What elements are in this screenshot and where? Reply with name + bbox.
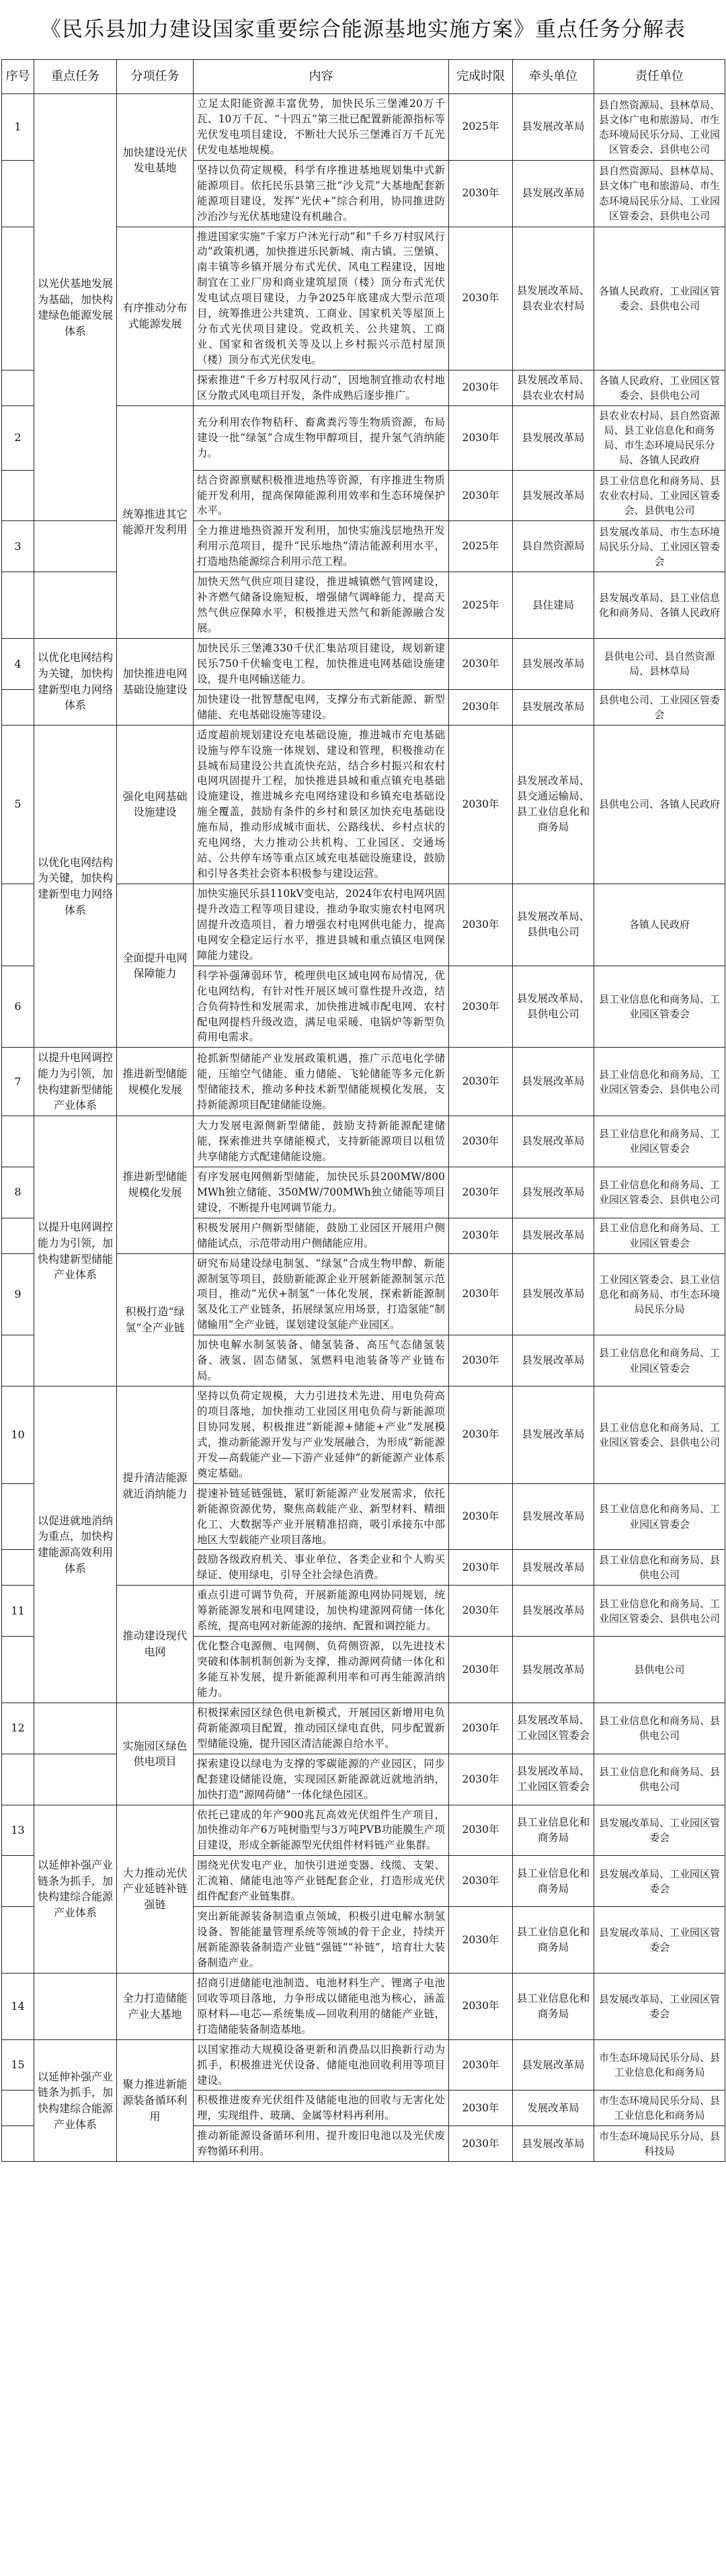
responsible-unit-cell: 县工业信息化和商务局、工业园区管委会、县供电公司 [594,1387,725,1484]
header-lead-unit: 牵头单位 [513,60,594,94]
deadline-cell: 2025年 [449,572,513,639]
content-cell: 重点引进可调节负荷，开展新能源电网协同规划，统筹新能源发展和电网建设，加快构建源网荷储一体化系统，提高电网对新能源的接纳、配置和调控能力。 [194,1586,449,1637]
row-number: 9 [2,1253,34,1335]
responsible-unit-cell: 市生态环境局民乐分局、县工业信息化和商务局 [594,2091,725,2126]
content-cell: 积极推进废弃光伏组件及储能电池的回收与无害化处理，实现组件、玻璃、金属等材料再利用。 [194,2091,449,2126]
content-cell: 探索建设以绿电为支撑的零碳能源的产业园区，同步配套建设储能设施，实现园区新能源就近就地消纳，加快打造“源网荷储”一体化绿色园区。 [194,1754,449,1805]
content-cell: 研究布局建设绿电制氢、“绿氢”合成生物甲醇、新能源制氢等项目，鼓励新能源企业开展新能源制氢示范项目，推动“光伏+制氢”一体化发展，探索新能源制氢及化工产业链条，拓展绿氢应用场景，打造氢能“制储输用”全产业链，谋划建设氢能产业园区。 [194,1253,449,1335]
row-number: 11 [2,1586,34,1637]
lead-unit-cell: 县工业信息化和商务局 [513,1805,594,1856]
header-no: 序号 [2,60,34,94]
header-deadline: 完成时限 [449,60,513,94]
lead-unit-cell: 县发展改革局 [513,1387,594,1484]
main-task-cell: 以延伸补强产业链条为抓手，加快构建综合能源产业体系 [34,2039,117,2162]
table-row [2,1387,725,1484]
content-cell: 加快电解水制氢装备、储氢装备、高压气态储氢装备、液氢、固态储氢、氢燃料电池装备等产业链布局。 [194,1335,449,1387]
subtask-cell: 有序推动分布式能源发展 [117,227,194,405]
lead-unit-cell: 县发展改革局 [513,1253,594,1335]
content-cell: 依托已建成的年产900兆瓦高效光伏组件生产项目，加快推动年产6万吨树脂型与3万吨PVB功能膜生产项目建设，形成全新能源型光伏组件材料链产业集群。 [194,1805,449,1856]
row-number: 8 [2,1167,34,1218]
responsible-unit-cell: 县工业信息化和商务局、县供电公司 [594,1703,725,1754]
responsible-unit-cell: 县工业信息化和商务局、县供电公司 [594,1754,725,1805]
responsible-unit-cell: 县供电公司、县自然资源局、县林草局 [594,638,725,689]
table-row [2,572,725,639]
row-number: 14 [2,1973,34,2039]
row-number [2,689,34,725]
content-cell: 推进国家实施“千家万户沐光行动”和“千乡万村驭风行动”政策机遇，加快推进乐民新城、南古镇、三堡镇、南丰镇等乡镇开展分布式光伏、风电工程建设，因地制宜在工业厂房和商业建筑屋顶（楼）顶分布式光伏发电试点项目建设，力争2025年底建成大型示范项目，统筹推进公共建筑、工商业、国家机关等屋顶上分布式光伏项目建设。党政机关、公共建筑、工商业、国家和省级机关等及以上乡村振兴示范村屋顶（楼）顶分布式光伏发电。 [194,227,449,370]
deadline-cell: 2030年 [449,227,513,370]
deadline-cell: 2030年 [449,405,513,470]
lead-unit-cell: 县工业信息化和商务局 [513,1907,594,1974]
responsible-unit-cell: 县发展改革局、工业园区管委会 [594,1973,725,2039]
responsible-unit-cell: 县工业信息化和商务局、工业园区管委会 [594,1218,725,1253]
content-cell: 坚持以负荷定规模，大力引进技术先进、用电负荷高的项目落地，加快推动工业园区用电负荷与新能源项目协同发展，积极推进“新能源+储能+产业”发展模式，推动新能源开发与产业发展融合，为形成“新能源开发—高载能产业—下游产业延伸”的新能源产业体系奠定基础。 [194,1387,449,1484]
content-cell: 坚持以负荷定规模，科学有序推进基地规划集中式新能源项目。依托民乐县第三批“沙戈荒”大基地配套新能源项目建设，发挥“光伏+”综合利用，协同推进防沙治沙与光伏基地建设有机融合。 [194,160,449,227]
row-number: 2 [2,405,34,470]
table-header-row [2,60,725,94]
header-subtask: 分项任务 [117,60,194,94]
content-cell: 探索推进“千乡万村驭风行动”，因地制宜推动农村地区分散式风电项目开发，条件成熟后逐步推广。 [194,370,449,405]
responsible-unit-cell: 县发展改革局、市生态环境局民乐分局、工业园区管委会 [594,521,725,572]
responsible-unit-cell: 各镇人民政府 [594,884,725,966]
row-number [2,1637,34,1703]
responsible-unit-cell: 县发展改革局、工业园区管委会 [594,1907,725,1974]
responsible-unit-cell: 县工业信息化和商务局、工业园区管委会 [594,1483,725,1550]
row-number [2,1218,34,1253]
main-task-cell [34,572,117,639]
lead-unit-cell: 县自然资源局 [513,521,594,572]
lead-unit-cell: 发展改革局 [513,2091,594,2126]
lead-unit-cell: 县发展改革局、工业园区管委会 [513,1703,594,1754]
task-table [1,59,725,2162]
responsible-unit-cell: 工业园区管委会、县工业信息化和商务局、市生态环境局民乐分局 [594,1253,725,1335]
content-cell: 招商引进储能电池制造、电池材料生产、锂离子电池回收等项目落地，力争形成以储能电池为核心，涵盖原材料—电芯—系统集成—回收利用的储能产业链，打造储能装备制造基地。 [194,1973,449,2039]
row-number: 7 [2,1048,34,1116]
lead-unit-cell: 县发展改革局 [513,1048,594,1116]
responsible-unit-cell: 各镇人民政府、工业园区管委会、县供电公司 [594,227,725,370]
content-cell: 加快民乐三堡滩330千伏汇集站项目建设，规划新建民乐750千伏输变电工程，加快推进电网基础设施建设，提升电网输送能力。 [194,638,449,689]
deadline-cell: 2030年 [449,1586,513,1637]
content-cell: 围绕光伏发电产业，加快引进逆变器、线缆、支架、汇流箱、储能电池等产业链配套企业，打造形成光伏组件配套产业链集群。 [194,1856,449,1907]
content-cell: 科学补强薄弱环节，梳理供电区域电网布局情况，优化电网结构，有针对性开展区域可靠性提升改造，结合负荷特性和发展需求，加快推进城市配电网、农村配电网提档升级改造，满足电采暖、电锅炉等新型负荷用电需求。 [194,966,449,1048]
row-number [2,1335,34,1387]
deadline-cell: 2030年 [449,1116,513,1167]
row-number: 6 [2,966,34,1048]
table-row [2,1754,725,1805]
row-number: 12 [2,1703,34,1754]
lead-unit-cell: 县发展改革局 [513,2039,594,2091]
content-cell: 有序发展电网侧新型储能，加快民乐县200MW/800MWh独立储能、350MW/700MWh独立储能等项目建设，不断提升电网调节能力。 [194,1167,449,1218]
header-task: 重点任务 [34,60,117,94]
lead-unit-cell: 县发展改革局 [513,638,594,689]
table-row [2,725,725,884]
deadline-cell: 2030年 [449,2126,513,2162]
subtask-cell: 加快建设光伏发电基地 [117,94,194,227]
lead-unit-cell: 县发展改革局 [513,1550,594,1586]
table-row [2,1973,725,2039]
responsible-unit-cell: 县工业信息化和商务局、县农业农村局、工业园区管委会、县供电公司 [594,470,725,521]
lead-unit-cell: 县发展改革局 [513,689,594,725]
main-task-cell [34,521,117,572]
deadline-cell: 2030年 [449,1335,513,1387]
main-task-cell: 以提升电网调控能力为引领，加快构建新型储能产业体系 [34,1048,117,1116]
subtask-cell: 推进新型储能规模化发展 [117,1048,194,1116]
responsible-unit-cell: 县工业信息化和商务局、县供电公司 [594,1550,725,1586]
responsible-unit-cell: 县发展改革局、县工业信息化和商务局、各镇人民政府 [594,572,725,639]
subtask-cell: 实施园区绿色供电项目 [117,1703,194,1805]
content-cell: 积极发展用户侧新型储能，鼓励工业园区开展用户侧储能试点，示范带动用户侧储能应用。 [194,1218,449,1253]
deadline-cell: 2030年 [449,370,513,405]
row-number [2,884,34,966]
lead-unit-cell: 县发展改革局 [513,405,594,470]
responsible-unit-cell: 县供电公司 [594,1637,725,1703]
content-cell: 突出新能源装备制造重点领域，积极引进电解水制氢设备、智能能量管理系统等领域的骨干企业，持续开展新能源装备制造产业链“强链”“补链”，培育壮大装备制造产业。 [194,1907,449,1974]
main-task-cell: 以优化电网结构为关键，加快构建新型电力网络体系 [34,725,117,1048]
lead-unit-cell: 县住建局 [513,572,594,639]
lead-unit-cell: 县发展改革局 [513,160,594,227]
subtask-cell: 聚力推进新能源装备循环利用 [117,2039,194,2162]
responsible-unit-cell: 县农业农村局、县自然资源局、县工业信息化和商务局、市生态环境局民乐分局、各镇人民政府 [594,405,725,470]
main-task-cell: 以延伸补强产业链条为抓手，加快构建综合能源产业体系 [34,1805,117,1973]
row-number: 10 [2,1387,34,1484]
row-number: 15 [2,2039,34,2091]
deadline-cell: 2030年 [449,638,513,689]
row-number [2,1754,34,1805]
row-number [2,1116,34,1167]
deadline-cell: 2025年 [449,521,513,572]
row-number [2,227,34,370]
responsible-unit-cell: 县工业信息化和商务局、工业园区管委会、县供电公司 [594,1586,725,1637]
content-cell: 优化整合电源侧、电网侧、负荷侧资源，以先进技术突破和体制机制创新为支撑，推动源网荷储一体化和多能互补发展，提升新能源利用率和可再生能源消纳能力。 [194,1637,449,1703]
content-cell: 全力推进地热资源开发利用，加快实施浅层地热开发利用示范项目，提升“民乐地热”清洁能源利用水平，打造地热能源综合利用示范工程。 [194,521,449,572]
deadline-cell: 2030年 [449,160,513,227]
row-number [2,2126,34,2162]
lead-unit-cell: 县发展改革局、县农业农村局 [513,370,594,405]
table-row [2,1116,725,1167]
subtask-cell: 大力推动光伏产业延链补链强链 [117,1805,194,1973]
content-cell: 立足太阳能资源丰富优势，加快民乐三堡滩20万千瓦、10万千瓦、“十四五”第三批已配置新能源指标等光伏发电项目建设，不断壮大民乐三堡滩百万千瓦光伏发电基地规模。 [194,94,449,161]
responsible-unit-cell: 县供电公司、各镇人民政府 [594,725,725,884]
responsible-unit-cell: 市生态环境局民乐分局、县科技局 [594,2126,725,2162]
lead-unit-cell: 县发展改革局 [513,1335,594,1387]
row-number [2,1550,34,1586]
responsible-unit-cell: 县工业信息化和商务局、工业园区管委会 [594,1335,725,1387]
row-number: 5 [2,725,34,884]
content-cell: 加快建设一批智慧配电网，支撑分布式新能源、新型储能、充电基础设施等建设。 [194,689,449,725]
deadline-cell: 2030年 [449,1703,513,1754]
lead-unit-cell: 县发展改革局、县交通运输局、县工业信息化和商务局 [513,725,594,884]
subtask-cell: 提升清洁能源就近消纳能力 [117,1387,194,1586]
row-number: 1 [2,94,34,161]
row-number [2,572,34,639]
main-task-cell: 以光伏基地发展为基础，加快构建绿色能源发展体系 [34,94,117,521]
responsible-unit-cell: 县发展改革局、工业园区管委会 [594,1856,725,1907]
lead-unit-cell: 县发展改革局 [513,1116,594,1167]
deadline-cell: 2030年 [449,1167,513,1218]
responsible-unit-cell: 县工业信息化和商务局、工业园区管委会、县供电公司 [594,1167,725,1218]
main-task-cell [34,1754,117,1805]
responsible-unit-cell: 县工业信息化和商务局、工业园区管委会 [594,966,725,1048]
lead-unit-cell: 县发展改革局 [513,1483,594,1550]
row-number [2,370,34,405]
content-cell: 鼓励各级政府机关、事业单位、各类企业和个人购买绿证、使用绿电，引导全社会绿色消费。 [194,1550,449,1586]
responsible-unit-cell: 县发展改革局、工业园区管委会 [594,1805,725,1856]
deadline-cell: 2030年 [449,1483,513,1550]
row-number [2,1907,34,1974]
main-task-cell [34,1973,117,2039]
main-task-cell: 以促进就地消纳为重点，加快构建能源高效利用体系 [34,1387,117,1703]
document-title: 《民乐县加力建设国家重要综合能源基地实施方案》重点任务分解表 [40,17,686,42]
subtask-cell: 统筹推进其它能源开发利用 [117,405,194,638]
table-row [2,521,725,572]
table-row [2,1703,725,1754]
deadline-cell: 2030年 [449,470,513,521]
lead-unit-cell: 县工业信息化和商务局 [513,1973,594,2039]
row-number [2,160,34,227]
subtask-cell: 全力打造储能产业大基地 [117,1973,194,2039]
deadline-cell: 2030年 [449,1253,513,1335]
table-row [2,2039,725,2091]
lead-unit-cell: 县发展改革局、工业园区管委会 [513,1754,594,1805]
row-number: 3 [2,521,34,572]
content-cell: 结合资源禀赋积极推进地热等资源，有序推进生物质能开发利用，提高保障能源利用效率和生态环境保护水平。 [194,470,449,521]
header-content: 内容 [194,60,449,94]
table-body [2,94,725,2162]
lead-unit-cell: 县发展改革局、县供电公司 [513,966,594,1048]
deadline-cell: 2030年 [449,1973,513,2039]
deadline-cell: 2030年 [449,1856,513,1907]
lead-unit-cell: 县发展改革局、县农业农村局 [513,227,594,370]
responsible-unit-cell: 县工业信息化和商务局、工业园区管委会 [594,1116,725,1167]
table-row [2,94,725,161]
main-task-cell: 以提升电网调控能力为引领，加快构建新型储能产业体系 [34,1116,117,1387]
deadline-cell: 2030年 [449,884,513,966]
lead-unit-cell: 县发展改革局 [513,94,594,161]
content-cell: 推动新能源设备循环利用、提升废旧电池以及光伏废弃物循环利用。 [194,2126,449,2162]
row-number: 13 [2,1805,34,1856]
responsible-unit-cell: 各镇人民政府、工业园区管委会、县供电公司 [594,370,725,405]
content-cell: 抢抓新型储能产业发展政策机遇，推广示范电化学储能，压缩空气储能、重力储能、飞轮储能等多元化新型储能技术，推动多种技术新型储能规模化发展，支持新能源项目配建储能设施。 [194,1048,449,1116]
lead-unit-cell: 县发展改革局 [513,1637,594,1703]
content-cell: 大力发展电源侧新型储能，鼓励支持新能源配建储能，探索推进共享储能模式，支持新能源项目以租赁共享储能方式配建储能设施。 [194,1116,449,1167]
row-number [2,1856,34,1907]
responsible-unit-cell: 市生态环境局民乐分局、县工业信息化和商务局 [594,2039,725,2091]
deadline-cell: 2030年 [449,725,513,884]
header-responsible-unit: 责任单位 [594,60,725,94]
subtask-cell: 推动建设现代电网 [117,1586,194,1703]
deadline-cell: 2030年 [449,689,513,725]
table-row [2,1048,725,1116]
content-cell: 充分利用农作物秸秆、畜禽粪污等生物质资源，布局建设一批“绿氢”合成生物甲醇项目，提升氢气消纳能力。 [194,405,449,470]
row-number [2,1483,34,1550]
deadline-cell: 2030年 [449,2039,513,2091]
lead-unit-cell: 县发展改革局 [513,1167,594,1218]
deadline-cell: 2030年 [449,966,513,1048]
deadline-cell: 2030年 [449,1550,513,1586]
lead-unit-cell: 县发展改革局 [513,1218,594,1253]
lead-unit-cell: 县发展改革局、县供电公司 [513,884,594,966]
deadline-cell: 2030年 [449,1805,513,1856]
deadline-cell: 2030年 [449,2091,513,2126]
lead-unit-cell: 县工业信息化和商务局 [513,1856,594,1907]
deadline-cell: 2030年 [449,1907,513,1974]
deadline-cell: 2030年 [449,1754,513,1805]
subtask-cell: 积极打造“绿氢”全产业链 [117,1253,194,1387]
content-cell: 提速补链延链强链，紧盯新能源产业发展需求，依托新能源资源优势，聚焦高载能产业、新型材料、精细化工、大数据等产业开展精准招商，吸引承接东中部地区大型载能产业项目落地。 [194,1483,449,1550]
deadline-cell: 2030年 [449,1387,513,1484]
main-task-cell: 以优化电网结构为关键，加快构建新型电力网络体系 [34,638,117,725]
deadline-cell: 2030年 [449,1218,513,1253]
responsible-unit-cell: 县自然资源局、县林草局、县文体广电和旅游局、市生态环境局民乐分局、工业园区管委会、县供电公司 [594,94,725,161]
responsible-unit-cell: 县自然资源局、县林草局、县文体广电和旅游局、市生态环境局民乐分局、工业园区管委会、县供电公司 [594,160,725,227]
subtask-cell: 推进新型储能规模化发展 [117,1116,194,1254]
lead-unit-cell: 县发展改革局 [513,2126,594,2162]
responsible-unit-cell: 县供电公司、工业园区管委会 [594,689,725,725]
content-cell: 以国家推动大规模设备更新和消费品以旧换新行动为抓手，积极推进光伏设备、储能电池回收利用等项目建设。 [194,2039,449,2091]
responsible-unit-cell: 县工业信息化和商务局、工业园区管委会、县供电公司 [594,1048,725,1116]
content-cell: 加快天然气供应项目建设，推进城镇燃气管网建设，补齐燃气储备设施短板，增强储气调峰能力，提高天然气供应保障水平，积极推进天然气和新能源融合发展。 [194,572,449,639]
deadline-cell: 2030年 [449,1048,513,1116]
row-number [2,470,34,521]
content-cell: 加快实施民乐县110kV变电站，2024年农村电网巩固提升改造工程等项目建设，推动争取实施农村电网巩固提升改造项目，着力增强农村电网供电能力，提高电网安全稳定运行水平，推进县城和重点镇区电网保障能力建设。 [194,884,449,966]
subtask-cell: 强化电网基础设施建设 [117,725,194,884]
deadline-cell: 2030年 [449,1637,513,1703]
subtask-cell: 加快推进电网基础设施建设 [117,638,194,725]
row-number [2,2091,34,2126]
lead-unit-cell: 县发展改革局 [513,470,594,521]
content-cell: 积极探索园区绿色供电新模式，开展园区新增用电负荷新能源项目配置，推动园区绿电直供，同步配置新型储能设施，提升园区清洁能源自给水平。 [194,1703,449,1754]
lead-unit-cell: 县发展改革局 [513,1586,594,1637]
content-cell: 适度超前规划建设充电基础设施，推进城市充电基础设施与停车设施一体规划、建设和管理，积极推动在县城布局建设公共直流快充站，结合乡村振兴和农村电网巩固提升工程，加快推进县城和重点镇充电基础设施建设，推进城乡充电网络建设和乡镇充电基础设施全覆盖，鼓励有条件的乡村和景区加快充电基础设施布局，推动形成城市面状、公路线状、乡村点状的充电网络，大力推动公共机构、工业园区、交通场站、公共停车场等重点区域充电基础设施建设，鼓励和引导各类社会资本积极参与建设运营。 [194,725,449,884]
subtask-cell: 全面提升电网保障能力 [117,884,194,1048]
row-number: 4 [2,638,34,689]
deadline-cell: 2025年 [449,94,513,161]
main-task-cell [34,1703,117,1754]
table-row [2,638,725,689]
table-row [2,1805,725,1856]
